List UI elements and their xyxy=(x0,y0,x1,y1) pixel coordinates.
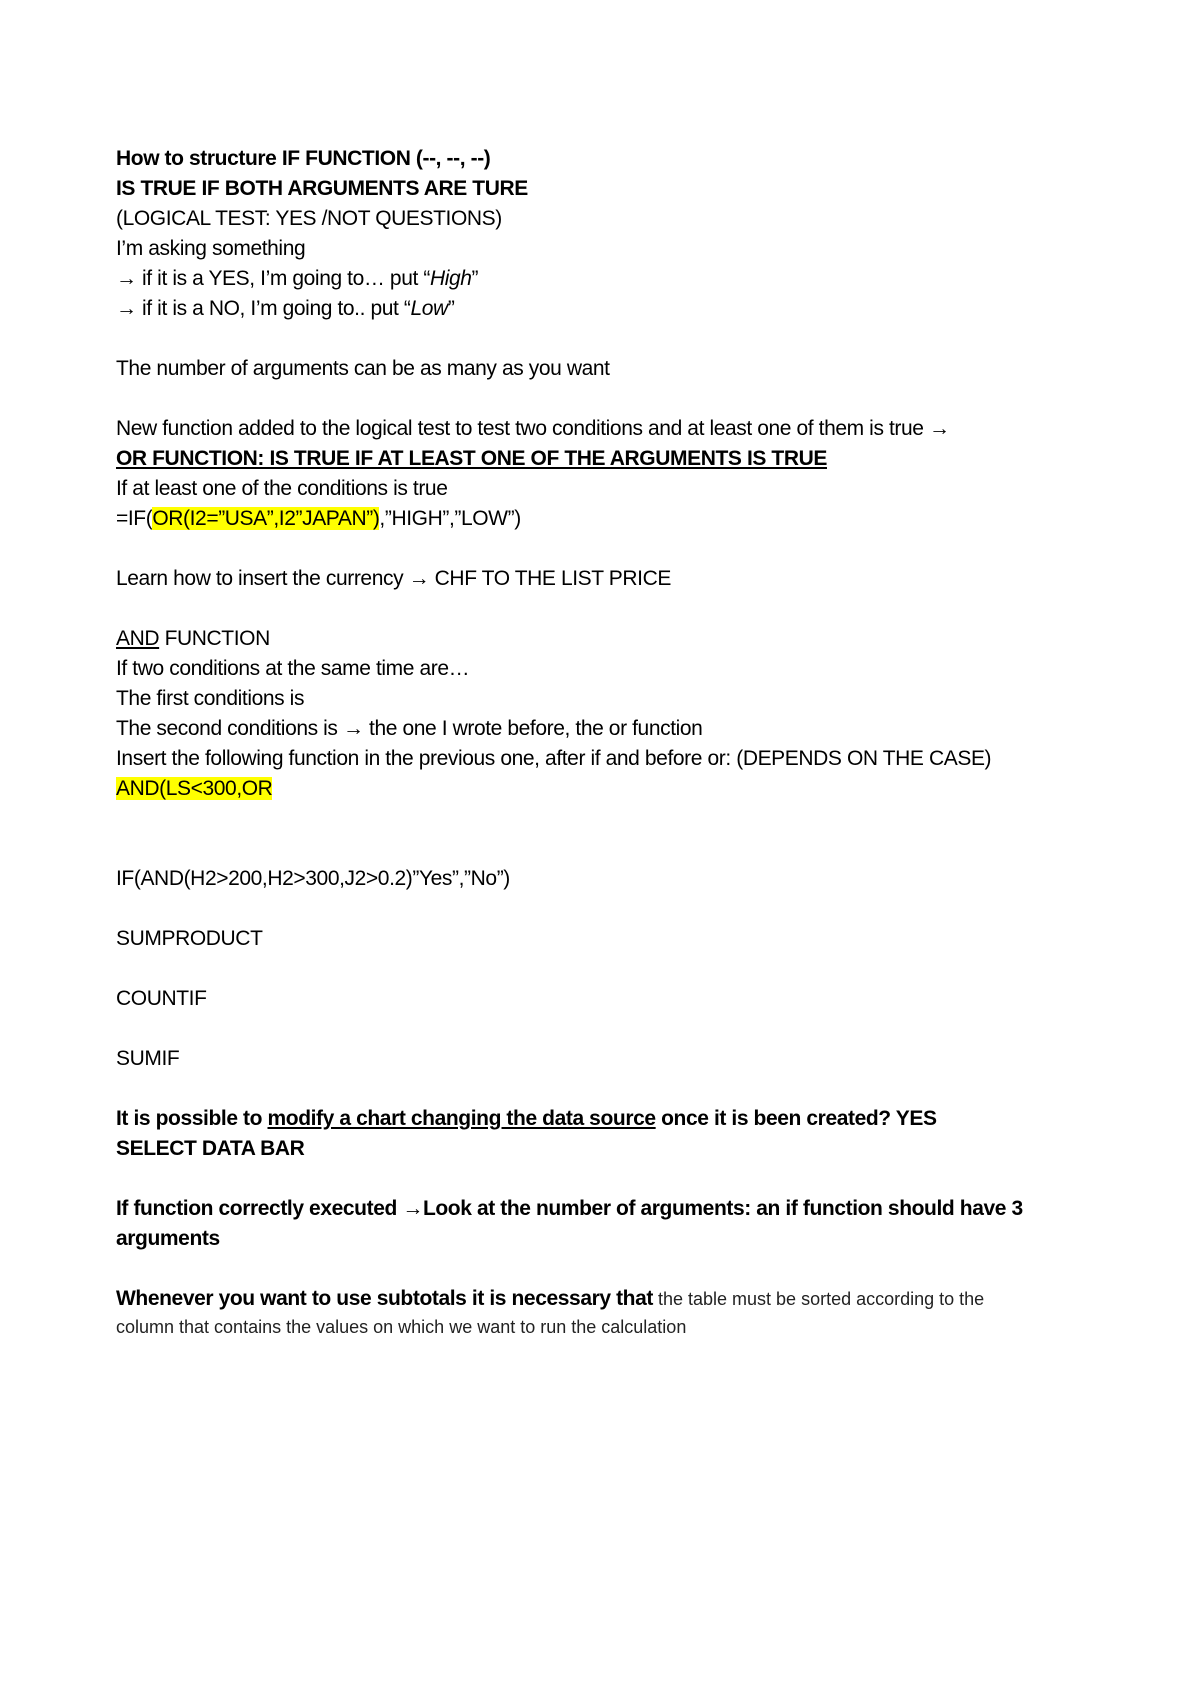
two-conditions-line: If two conditions at the same time are… xyxy=(116,657,470,680)
currency-line: Learn how to insert the currency → CHF TO THE LIST PRICE xyxy=(116,567,671,590)
arrow-icon: → xyxy=(408,567,430,590)
subtotals-line: Whenever you want to use subtotals it is necessary that the table must be sorted according to the xyxy=(116,1287,985,1310)
arrow-icon: → xyxy=(929,417,950,440)
highlighted-and-formula: AND(LS<300,OR xyxy=(116,777,273,800)
and-function-heading: AND FUNCTION xyxy=(116,627,270,650)
arrow-icon: → xyxy=(116,297,137,320)
or-function-heading: OR FUNCTION: IS TRUE IF AT LEAST ONE OF THE ARGUMENTS IS TRUE xyxy=(116,447,827,470)
arrow-icon: → xyxy=(342,717,364,740)
sumproduct-line: SUMPRODUCT xyxy=(116,927,263,950)
first-condition-line: The first conditions is xyxy=(116,687,305,710)
if-and-formula-line: IF(AND(H2>200,H2>300,J2>0.2)”Yes”,”No”) xyxy=(116,867,510,890)
arrow-icon: → xyxy=(402,1197,423,1220)
second-condition-line: The second conditions is → the one I wrote before, the or function xyxy=(116,717,703,740)
yes-line: → if it is a YES, I’m going to… put “High” xyxy=(116,267,479,290)
arguments-word-line: arguments xyxy=(116,1227,220,1250)
arrow-icon: → xyxy=(116,267,137,290)
modify-chart-line: It is possible to modify a chart changing the data source once it is been created? YES xyxy=(116,1107,937,1130)
heading-if-structure: How to structure IF FUNCTION (--, --, --) xyxy=(116,147,491,170)
select-data-bar-line: SELECT DATA BAR xyxy=(116,1137,305,1160)
no-line: → if it is a NO, I’m going to.. put “Low” xyxy=(116,297,455,320)
arguments-count-line: The number of arguments can be as many as you want xyxy=(116,357,610,380)
subtotals-continued-line: column that contains the values on which we want to run the calculation xyxy=(116,1317,687,1337)
at-least-one-line: If at least one of the conditions is true xyxy=(116,477,448,500)
if-correct-line: If function correctly executed →Look at the number of arguments: an if function should have 3 xyxy=(116,1197,1023,1220)
or-formula-line: =IF(OR(I2=”USA”,I2”JAPAN”),”HIGH”,”LOW”) xyxy=(116,507,521,530)
document-body xyxy=(116,144,1096,1340)
asking-line: I’m asking something xyxy=(116,237,306,260)
insert-function-line: Insert the following function in the previous one, after if and before or: (DEPENDS ON THE CASE) xyxy=(116,747,992,770)
new-function-line: New function added to the logical test to test two conditions and at least one of them is true → xyxy=(116,417,950,440)
if-both-true-line: IS TRUE IF BOTH ARGUMENTS ARE TURE xyxy=(116,177,528,200)
logical-test-line: (LOGICAL TEST: YES /NOT QUESTIONS) xyxy=(116,207,502,230)
countif-line: COUNTIF xyxy=(116,987,207,1010)
and-formula-line xyxy=(116,774,1096,804)
highlighted-or-formula: OR(I2=”USA”,I2”JAPAN”) xyxy=(152,507,380,530)
sumif-line: SUMIF xyxy=(116,1047,180,1070)
